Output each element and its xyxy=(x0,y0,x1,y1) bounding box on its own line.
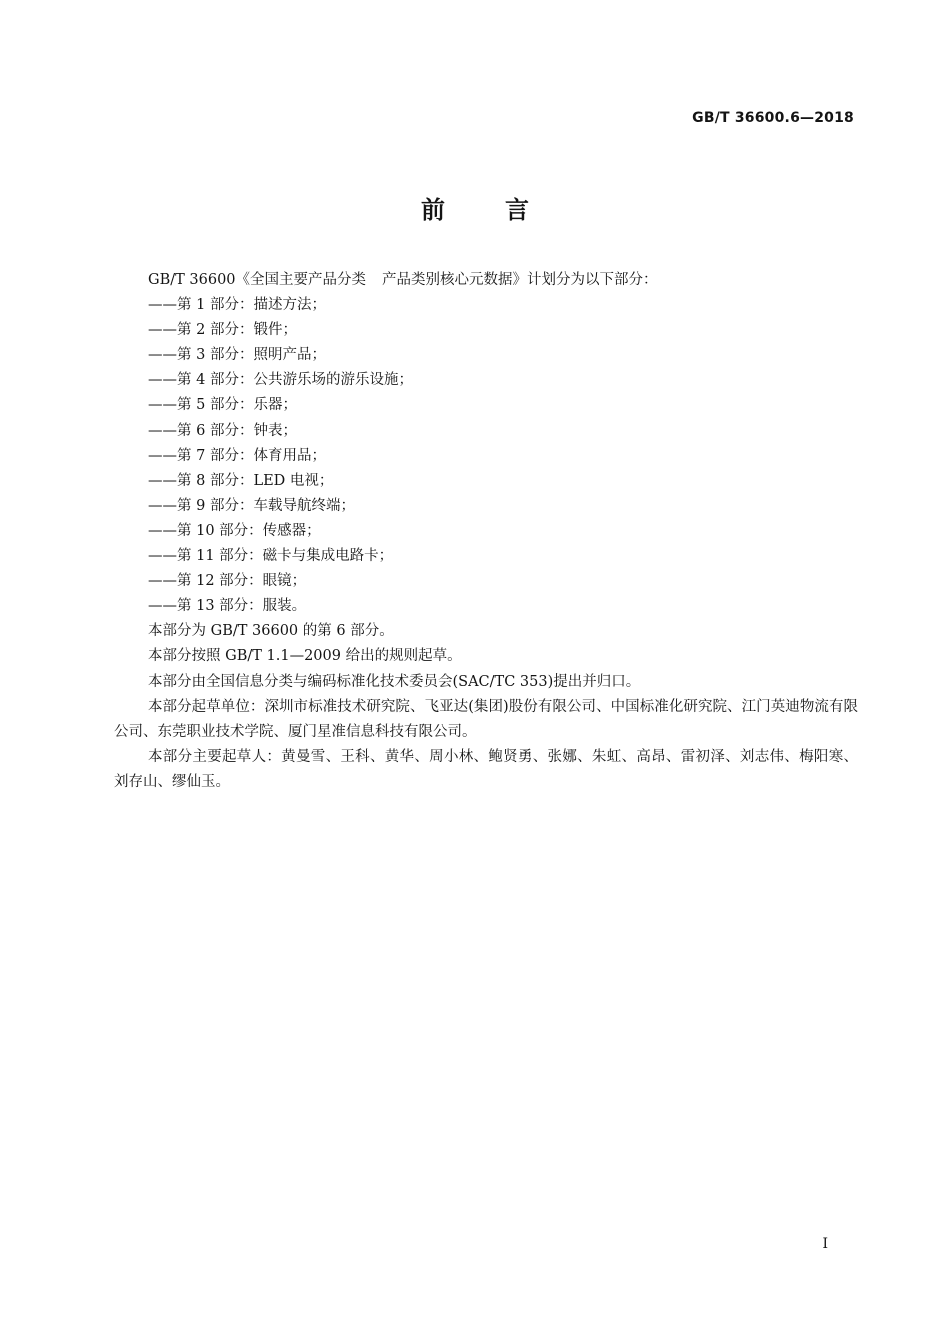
intro-prefix: GB/T 36600《全国主要产品分类 xyxy=(148,272,367,288)
page-number: I xyxy=(822,1236,828,1252)
part-item: ——第 9 部分：车载导航终端； xyxy=(148,497,355,514)
part-item: ——第 10 部分：传感器； xyxy=(148,522,321,539)
standard-code: GB/T 36600.6—2018 xyxy=(692,110,854,126)
part-item: ——第 1 部分：描述方法； xyxy=(148,297,326,314)
part-item: ——第 12 部分：眼镜； xyxy=(148,573,307,590)
part-item: ——第 11 部分：磁卡与集成电路卡； xyxy=(148,548,394,565)
intro-line xyxy=(114,268,858,293)
paragraph-part-number: 本部分为 GB/T 36600 的第 6 部分。 xyxy=(148,623,394,640)
part-item: ——第 6 部分：钟表； xyxy=(148,422,297,439)
paragraph-drafters: 本部分主要起草人：黄曼雪、王科、黄华、周小林、鲍贤勇、张娜、朱虹、高昂、雷初泽、刘志伟、梅阳寒、刘存山、缪仙玉。 xyxy=(114,748,858,790)
part-item: ——第 7 部分：体育用品； xyxy=(148,447,326,464)
paragraph-drafting-units: 本部分起草单位：深圳市标准技术研究院、飞亚达(集团)股份有限公司、中国标准化研究院、江门英迪物流有限公司、东莞职业技术学院、厦门星准信息科技有限公司。 xyxy=(114,698,858,740)
part-item: ——第 13 部分：服装。 xyxy=(148,598,307,615)
part-item: ——第 8 部分：LED 电视； xyxy=(148,472,334,489)
part-item: ——第 5 部分：乐器； xyxy=(148,397,297,414)
part-item: ——第 2 部分：锻件； xyxy=(148,322,297,339)
preface-body xyxy=(114,268,858,795)
paragraph-committee: 本部分由全国信息分类与编码标准化技术委员会(SAC/TC 353)提出并归口。 xyxy=(148,673,641,690)
intro-suffix: 产品类别核心元数据》计划分为以下部分： xyxy=(382,272,658,288)
page-title: 前言 xyxy=(421,196,589,224)
paragraph-drafting-rules: 本部分按照 GB/T 1.1—2009 给出的规则起草。 xyxy=(148,648,462,665)
part-item: ——第 4 部分：公共游乐场的游乐设施； xyxy=(148,372,413,389)
part-item: ——第 3 部分：照明产品； xyxy=(148,347,326,364)
